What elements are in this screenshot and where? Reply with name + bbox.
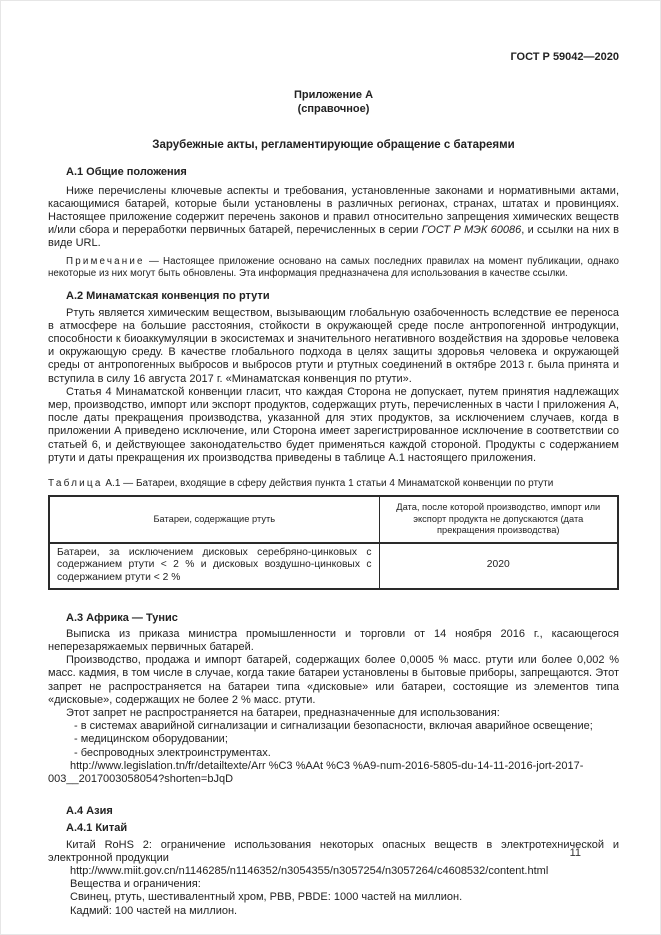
restrictions-line-cadmium: Кадмий: 100 частей на миллион. bbox=[70, 904, 238, 917]
section-a41-paragraph: Китай RoHS 2: ограничение использования некоторых опасных веществ в электротехнической и электронной продукции bbox=[48, 838, 619, 864]
a1-text-after-ref: , и ссылки на них в виде URL. bbox=[48, 224, 619, 250]
column-header-batteries: Батареи, содержащие ртуть bbox=[49, 496, 379, 543]
restrictions-line-lead: Свинец, ртуть, шестивалентный хром, PBB, PBDE: 1000 частей на миллион. bbox=[70, 891, 463, 904]
section-a2-heading: А.2 Минаматская конвенция по ртути bbox=[66, 290, 270, 303]
document-number: ГОСТ Р 59042—2020 bbox=[510, 51, 619, 63]
table-a1 bbox=[48, 495, 619, 590]
section-a1-heading: А.1 Общие положения bbox=[66, 166, 187, 179]
column-header-date: Дата, после которой производство, импорт или экспорт продукта не допускаются (дата прекращения производства) bbox=[379, 496, 618, 543]
section-a1-paragraph bbox=[48, 185, 619, 251]
page-content bbox=[48, 51, 619, 918]
note-text: — Настоящее приложение основано на самых последних правилах на момент публикации, однако некоторые из них могут быть обновлены. Эта информация предназначена для использования в качестве ссылки. bbox=[48, 255, 619, 279]
table-caption bbox=[48, 478, 619, 490]
list-item: - в системах аварийной сигнализации и сигнализации безопасности, включая аварийное освещение; bbox=[74, 720, 593, 733]
table-caption-text: А.1 — Батареи, входящие в сферу действия пункта 1 статьи 4 Минаматской конвенции по ртути bbox=[105, 478, 554, 490]
section-a2-paragraph-2: Статья 4 Минаматской конвенции гласит, что каждая Сторона не допускает, путем принятия надлежащих мер, производство, импорт или экспорт продуктов, содержащих ртуть, перечисленных в части I приложения А, после даты прекращения производства, указанной для этих продуктов, за исключением случаев, когда в приложении А приведено исключение, или Сторона имеет зарегистрированное исключение в соответствии со статьей 6, и действующее законодательство будет применяться каждой стороной. Продукты с содержанием ртути и даты прекращения их производства приведены в таблице А.1 настоящего приложения. bbox=[48, 385, 619, 464]
cell-date: 2020 bbox=[379, 543, 618, 589]
standard-reference: ГОСТ Р МЭК 60086 bbox=[421, 224, 522, 237]
list-item: - беспроводных электроинструментах. bbox=[74, 746, 271, 759]
section-a4-heading: А.4 Азия bbox=[66, 805, 113, 818]
cell-batteries: Батареи, за исключением дисковых серебряно-цинковых с содержанием ртути < 2 % и дисковых воздушно-цинковых с содержанием ртути < 2 % bbox=[49, 543, 379, 589]
note-paragraph bbox=[48, 256, 619, 281]
section-a41-heading: А.4.1 Китай bbox=[66, 822, 128, 835]
page-title: Зарубежные акты, регламентирующие обращение с батареями bbox=[152, 139, 515, 151]
tunisia-legislation-url: http://www.legislation.tn/fr/detailtexte/Arr %C3 %AAt %C3 %A9-num-2016-5805-du-14-11-2016-jort-2017-003__2017003058054?shorten=bJqD bbox=[48, 759, 584, 785]
restrictions-intro-line: Вещества и ограничения: bbox=[70, 878, 201, 891]
a1-text-before-ref: Ниже перечислены ключевые аспекты и требования, установленные законами и нормативными актами, касающимися батарей, которые были установлены в различных регионах, странах, штатах и провинциях. Настоящее приложение содержит перечень законов и правил относительно запрещения химических веществ и/или сбора и переработки первичных батарей, перечисленных в серии bbox=[48, 184, 619, 237]
note-label: Примечание bbox=[66, 255, 145, 267]
appendix-label: Приложение А bbox=[293, 89, 374, 102]
list-item: - медицинском оборудовании; bbox=[74, 733, 228, 746]
page-number: 11 bbox=[569, 847, 581, 859]
table-row bbox=[49, 543, 618, 589]
section-a3-paragraph-3: Этот запрет не распространяется на батареи, предназначенные для использования: bbox=[66, 706, 500, 719]
section-a3-paragraph-1: Выписка из приказа министра промышленности и торговли от 14 ноября 2016 г., касающегося неперезаряжаемых первичных батарей. bbox=[48, 627, 619, 653]
table-caption-word: Таблица bbox=[48, 478, 103, 490]
section-a3-heading: А.3 Африка — Тунис bbox=[66, 611, 178, 624]
table-header-row bbox=[49, 496, 618, 543]
section-a2-paragraph-1: Ртуть является химическим веществом, вызывающим глобальную озабоченность вследствие ее переноса в атмосфере на большие расстояния, стойкости в окружающей среде после антропогенной интродукции, способности к биоаккумуляции в экосистемах и значительного негативного воздействия на здоровье человека и окружающую среду. В качестве глобального подхода в целях защиты здоровья человека и окружающей среды от антропогенных выбросов и выбросов ртути и ртутных соединений в октябре 2013 г. была принята и вступила в силу 16 августа 2017 г. «Минаматская конвенция по ртути». bbox=[48, 306, 619, 385]
china-miit-url: http://www.miit.gov.cn/n1146285/n1146352/n3054355/n3057254/n3057264/c4608532/content.html bbox=[70, 864, 549, 877]
appendix-type: (справочное) bbox=[297, 102, 370, 115]
section-a3-paragraph-2: Производство, продажа и импорт батарей, содержащих более 0,0005 % масс. ртути или более 0,002 % масс. кадмия, в том числе в случае, когда такие батареи установлены в бытовые приборы, запрещаются. Этот запрет не распространяется на батареи типа «дисковые» или батареи, состоящие из элементов типа «дисковые», содержащих не более 2 % масс. ртути. bbox=[48, 654, 619, 706]
appendix-heading bbox=[48, 89, 619, 116]
